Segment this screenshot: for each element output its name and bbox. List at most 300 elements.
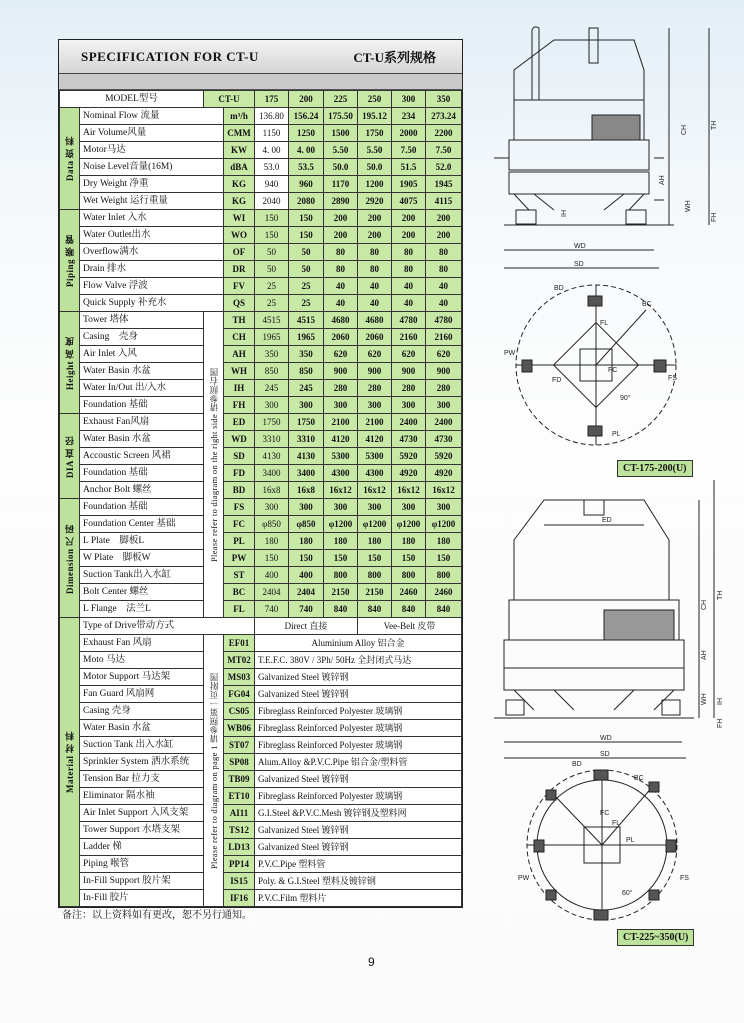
- row-value: 2150: [358, 584, 392, 601]
- svg-text:FS: FS: [668, 375, 677, 382]
- row-label: Quick Supply 补充水: [80, 295, 224, 312]
- row-spec: P.V.C.Film 塑料片: [255, 890, 462, 907]
- row-value: 2100: [324, 414, 358, 431]
- row-value: 80: [392, 244, 426, 261]
- row-value: 1905: [392, 176, 426, 193]
- row-value: 80: [324, 261, 358, 278]
- row-value: 3310: [289, 431, 324, 448]
- model-label: MODEL型号: [60, 91, 204, 108]
- row-value: 2080: [289, 193, 324, 210]
- diagram-badge-top: CT-175-200(U): [617, 460, 693, 477]
- row-code: ST07: [224, 737, 255, 754]
- footnote: 备注：以上资料如有更改，恕不另行通知。: [62, 910, 252, 921]
- svg-text:WD: WD: [600, 735, 612, 742]
- row-material: [60, 720, 462, 737]
- row-value: 4515: [289, 312, 324, 329]
- row-material: [60, 703, 462, 720]
- svg-text:AH: AH: [659, 175, 666, 185]
- row-code: AI11: [224, 805, 255, 822]
- model-value: 300: [392, 91, 426, 108]
- row-data: [60, 125, 462, 142]
- row-value: 2400: [426, 414, 462, 431]
- row-data: [60, 193, 462, 210]
- row-value: 900: [426, 363, 462, 380]
- row-label: Suction Tank出入水缸: [80, 567, 204, 584]
- row-value: 1500: [324, 125, 358, 142]
- row-value: 2000: [392, 125, 426, 142]
- row-value: 620: [392, 346, 426, 363]
- row-value: 25: [289, 278, 324, 295]
- row-value: 40: [324, 278, 358, 295]
- row-value: 4920: [392, 465, 426, 482]
- row-height: [60, 397, 462, 414]
- row-value: 300: [289, 397, 324, 414]
- row-spec: Galvanized Steel 镀锌钢: [255, 669, 462, 686]
- svg-text:SD: SD: [574, 261, 584, 268]
- row-value: 180: [289, 533, 324, 550]
- svg-text:BC: BC: [642, 301, 652, 308]
- row-value: 200: [392, 227, 426, 244]
- row-value: 7.50: [392, 142, 426, 159]
- row-label: Tension Bar 拉力支: [80, 771, 204, 788]
- row-spec: Aluminium Alloy 铝合金: [255, 635, 462, 652]
- row-value: 40: [392, 295, 426, 312]
- row-code: IS15: [224, 873, 255, 890]
- svg-text:WH: WH: [685, 200, 692, 212]
- row-value: 80: [324, 244, 358, 261]
- svg-text:FL: FL: [612, 820, 621, 827]
- svg-text:FL: FL: [600, 320, 609, 327]
- spec-title-en: SPECIFICATION FOR CT-U: [81, 48, 259, 64]
- row-height: [60, 329, 462, 346]
- svg-text:BD: BD: [572, 761, 582, 768]
- row-value: 300: [324, 397, 358, 414]
- row-code: SP08: [224, 754, 255, 771]
- row-piping: [60, 278, 462, 295]
- row-value: 180: [392, 533, 426, 550]
- row-value: 840: [358, 601, 392, 618]
- group-label-height: Height 高 度: [60, 312, 80, 414]
- group-label-piping: Piping 喉 管: [60, 210, 80, 312]
- row-value: 80: [426, 244, 462, 261]
- row-code: FD: [224, 465, 255, 482]
- svg-text:IH: IH: [561, 210, 568, 217]
- row-label: Water Basin 水盆: [80, 720, 204, 737]
- row-code: WB06: [224, 720, 255, 737]
- row-code: BC: [224, 584, 255, 601]
- row-code: IF16: [224, 890, 255, 907]
- row-label: Foundation 基础: [80, 499, 204, 516]
- row-code: SD: [224, 448, 255, 465]
- row-spec: Alum.Alloy &P.V.C.Pipe 铝合金/塑料管: [255, 754, 462, 771]
- row-value: 300: [426, 499, 462, 516]
- row-value: 4680: [358, 312, 392, 329]
- row-code: LD13: [224, 839, 255, 856]
- row-spec: Poly. & G.I.Steel 塑料及镀锌钢: [255, 873, 462, 890]
- row-value: 40: [358, 295, 392, 312]
- row-value: 40: [358, 278, 392, 295]
- row-label: Casing 壳身: [80, 703, 204, 720]
- row-label: W Plate 脚板W: [80, 550, 204, 567]
- row-value: 400: [255, 567, 289, 584]
- row-value: 136.80: [255, 108, 289, 125]
- row-dimension: [60, 499, 462, 516]
- drive-label: Type of Drive带动方式: [80, 618, 255, 635]
- row-label: Sprinkler System 洒水系统: [80, 754, 204, 771]
- row-value: 50: [255, 261, 289, 278]
- row-value: 2200: [426, 125, 462, 142]
- row-value: 300: [392, 499, 426, 516]
- row-value: 4515: [255, 312, 289, 329]
- row-dia: [60, 431, 462, 448]
- row-label: Foundation 基础: [80, 397, 204, 414]
- row-value: 4. 00: [289, 142, 324, 159]
- row-value: 156.24: [289, 108, 324, 125]
- diagram-badge-bottom: CT-225~350(U): [617, 929, 694, 946]
- row-value: 7.50: [426, 142, 462, 159]
- row-value: 300: [358, 397, 392, 414]
- row-label: Motor Support 马达架: [80, 669, 204, 686]
- row-value: 5300: [324, 448, 358, 465]
- row-value: φ1200: [324, 516, 358, 533]
- row-value: 200: [358, 210, 392, 227]
- row-value: 40: [324, 295, 358, 312]
- row-value: 620: [426, 346, 462, 363]
- row-code: CH: [224, 329, 255, 346]
- row-value: 1965: [255, 329, 289, 346]
- row-dimension: [60, 516, 462, 533]
- row-spec: Galvanized Steel 镀锌钢: [255, 686, 462, 703]
- row-code: WH: [224, 363, 255, 380]
- row-value: 2400: [392, 414, 426, 431]
- row-value: 5300: [358, 448, 392, 465]
- row-code: DR: [224, 261, 255, 278]
- row-dimension: [60, 533, 462, 550]
- row-data: [60, 159, 462, 176]
- tower-diagrams: [494, 0, 744, 960]
- row-value: 900: [392, 363, 426, 380]
- spec-header-gap: [59, 74, 462, 90]
- specification-table-panel: [58, 39, 463, 908]
- row-value: 2150: [324, 584, 358, 601]
- row-label: Anchor Bolt 螺丝: [80, 482, 204, 499]
- svg-text:SD: SD: [600, 751, 610, 758]
- row-code: FC: [224, 516, 255, 533]
- row-code: FH: [224, 397, 255, 414]
- row-piping: [60, 295, 462, 312]
- row-code: FS: [224, 499, 255, 516]
- row-value: 150: [426, 550, 462, 567]
- row-material: [60, 805, 462, 822]
- svg-text:FH: FH: [711, 212, 718, 222]
- note-page1: Please refer to diagram on page 1 请参照第一页附图: [204, 635, 224, 907]
- row-label: Suction Tank 出入水缸: [80, 737, 204, 754]
- row-code: BD: [224, 482, 255, 499]
- svg-text:CH: CH: [681, 124, 688, 135]
- row-value: 1750: [358, 125, 392, 142]
- model-code: CT-U: [204, 91, 255, 108]
- spec-title-cn: CT-U系列规格: [353, 50, 436, 65]
- row-code: OF: [224, 244, 255, 261]
- row-value: 16x8: [289, 482, 324, 499]
- row-value: 1945: [426, 176, 462, 193]
- row-value: 53.0: [255, 159, 289, 176]
- row-value: 200: [358, 227, 392, 244]
- svg-text:WH: WH: [701, 693, 708, 705]
- row-height: [60, 363, 462, 380]
- row-code: WI: [224, 210, 255, 227]
- svg-text:FS: FS: [680, 875, 689, 882]
- row-code: m³/h: [224, 108, 255, 125]
- row-value: 2404: [255, 584, 289, 601]
- row-value: 150: [289, 550, 324, 567]
- model-value: 250: [358, 91, 392, 108]
- row-spec: Fibreglass Reinforced Polyester 玻璃钢: [255, 788, 462, 805]
- row-code: MS03: [224, 669, 255, 686]
- row-value: 800: [358, 567, 392, 584]
- row-code: IH: [224, 380, 255, 397]
- row-value: 150: [358, 550, 392, 567]
- row-value: 2160: [426, 329, 462, 346]
- row-label: Water In/Out 出/入水: [80, 380, 204, 397]
- row-value: 1750: [289, 414, 324, 431]
- row-value: 4130: [289, 448, 324, 465]
- row-value: 25: [255, 295, 289, 312]
- row-dimension: [60, 601, 462, 618]
- row-code: dBA: [224, 159, 255, 176]
- group-label-data: Data 资 料: [60, 108, 80, 210]
- group-label-dimension: Dimension 尺 码: [60, 499, 80, 618]
- row-label: Moto 马达: [80, 652, 204, 669]
- model-value: 350: [426, 91, 462, 108]
- row-value: 50.0: [324, 159, 358, 176]
- row-dimension: [60, 550, 462, 567]
- row-value: 2040: [255, 193, 289, 210]
- svg-text:BD: BD: [554, 285, 564, 292]
- row-label: L Flange 法兰L: [80, 601, 204, 618]
- row-value: 40: [426, 278, 462, 295]
- row-value: 350: [289, 346, 324, 363]
- spec-table: [59, 90, 462, 907]
- row-label: Water Basin 水盆: [80, 431, 204, 448]
- row-code: ST: [224, 567, 255, 584]
- row-value: 1250: [289, 125, 324, 142]
- row-value: 1150: [255, 125, 289, 142]
- group-label-dia: DIA 直 径: [60, 414, 80, 499]
- row-height: [60, 380, 462, 397]
- row-value: 4120: [324, 431, 358, 448]
- row-value: 300: [358, 499, 392, 516]
- row-label: Water Outlet出水: [80, 227, 224, 244]
- row-value: 150: [255, 227, 289, 244]
- row-spec: Galvanized Steel 镀锌钢: [255, 822, 462, 839]
- row-value: 180: [426, 533, 462, 550]
- row-value: φ850: [289, 516, 324, 533]
- row-value: 4115: [426, 193, 462, 210]
- row-value: 52.0: [426, 159, 462, 176]
- row-label: Foundation 基础: [80, 465, 204, 482]
- row-label: Tower 塔体: [80, 312, 204, 329]
- row-value: 800: [324, 567, 358, 584]
- row-value: 80: [392, 261, 426, 278]
- row-code: TB09: [224, 771, 255, 788]
- row-label: Dry Weight 净重: [80, 176, 224, 193]
- row-data: [60, 108, 462, 125]
- row-value: 150: [255, 550, 289, 567]
- row-value: 5.50: [358, 142, 392, 159]
- svg-text:PL: PL: [612, 431, 621, 438]
- row-value: 4130: [255, 448, 289, 465]
- svg-text:90°: 90°: [620, 395, 631, 402]
- row-material: [60, 635, 462, 652]
- row-value: 40: [392, 278, 426, 295]
- row-value: 50: [289, 244, 324, 261]
- row-value: 3400: [289, 465, 324, 482]
- row-value: 195.12: [358, 108, 392, 125]
- row-dia: [60, 465, 462, 482]
- row-value: 620: [358, 346, 392, 363]
- row-value: 200: [324, 210, 358, 227]
- row-data: [60, 176, 462, 193]
- row-material: [60, 754, 462, 771]
- svg-text:PW: PW: [504, 350, 516, 357]
- row-value: 4780: [426, 312, 462, 329]
- row-value: 150: [392, 550, 426, 567]
- row-material: [60, 822, 462, 839]
- row-code: KG: [224, 176, 255, 193]
- row-value: 245: [255, 380, 289, 397]
- row-value: 2460: [426, 584, 462, 601]
- row-value: 180: [255, 533, 289, 550]
- row-value: 300: [255, 397, 289, 414]
- row-value: 25: [255, 278, 289, 295]
- row-value: 245: [289, 380, 324, 397]
- row-value: 4680: [324, 312, 358, 329]
- row-value: φ1200: [358, 516, 392, 533]
- row-value: 16x12: [426, 482, 462, 499]
- row-value: 2460: [392, 584, 426, 601]
- row-piping: [60, 210, 462, 227]
- row-code: TH: [224, 312, 255, 329]
- row-value: 840: [392, 601, 426, 618]
- row-value: 25: [289, 295, 324, 312]
- row-code: CS05: [224, 703, 255, 720]
- row-code: WD: [224, 431, 255, 448]
- row-code: PL: [224, 533, 255, 550]
- row-value: 180: [324, 533, 358, 550]
- row-spec: Galvanized Steel 镀锌钢: [255, 771, 462, 788]
- row-material: [60, 771, 462, 788]
- svg-text:FH: FH: [717, 718, 724, 728]
- row-label: Noise Level音量(16M): [80, 159, 224, 176]
- row-value: 273.24: [426, 108, 462, 125]
- row-code: FG04: [224, 686, 255, 703]
- row-spec: P.V.C.Pipe 塑料管: [255, 856, 462, 873]
- row-value: 1200: [358, 176, 392, 193]
- row-value: 4920: [426, 465, 462, 482]
- row-value: 740: [289, 601, 324, 618]
- row-code: ED: [224, 414, 255, 431]
- spec-header: [59, 40, 462, 74]
- row-code: KW: [224, 142, 255, 159]
- row-value: 800: [426, 567, 462, 584]
- row-label: Motor马达: [80, 142, 224, 159]
- group-label-material: Material 材 料: [60, 618, 80, 907]
- row-spec: Galvanized Steel 镀锌钢: [255, 839, 462, 856]
- row-dimension: [60, 584, 462, 601]
- row-value: 740: [255, 601, 289, 618]
- row-value: 900: [324, 363, 358, 380]
- row-value: 16x12: [358, 482, 392, 499]
- row-code: FV: [224, 278, 255, 295]
- row-value: φ1200: [392, 516, 426, 533]
- drive-direct: Direct 直接: [255, 618, 358, 635]
- row-label: Drain 排水: [80, 261, 224, 278]
- row-spec: G.I.Steel &P.V.C.Mesh 镀锌钢及塑料网: [255, 805, 462, 822]
- row-value: 2160: [392, 329, 426, 346]
- row-value: 2920: [358, 193, 392, 210]
- row-value: 4300: [358, 465, 392, 482]
- row-label: Piping 喉管: [80, 856, 204, 873]
- row-value: 150: [289, 210, 324, 227]
- row-drive: [60, 618, 462, 635]
- row-value: 50.0: [358, 159, 392, 176]
- row-label: Air Volume风量: [80, 125, 224, 142]
- row-dia: [60, 482, 462, 499]
- row-label: In-Fill 胶片: [80, 890, 204, 907]
- row-label: Eliminator 隔水袖: [80, 788, 204, 805]
- row-label: Water Inlet 入水: [80, 210, 224, 227]
- row-code: ET10: [224, 788, 255, 805]
- row-code: KG: [224, 193, 255, 210]
- elevation-drawing-small: [494, 27, 709, 268]
- row-spec: Fibreglass Reinforced Polyester 玻璃钢: [255, 737, 462, 754]
- row-value: 51.5: [392, 159, 426, 176]
- plan-drawing-large: [527, 770, 677, 920]
- row-material: [60, 788, 462, 805]
- svg-text:TH: TH: [717, 590, 724, 600]
- row-code: PP14: [224, 856, 255, 873]
- row-height: [60, 346, 462, 363]
- row-value: 350: [255, 346, 289, 363]
- row-value: 200: [426, 227, 462, 244]
- row-piping: [60, 244, 462, 261]
- row-value: 5920: [392, 448, 426, 465]
- row-value: 200: [392, 210, 426, 227]
- row-value: φ1200: [426, 516, 462, 533]
- row-value: 300: [255, 499, 289, 516]
- row-label: Wet Weight 运行重量: [80, 193, 224, 210]
- row-value: 16x12: [324, 482, 358, 499]
- row-value: 80: [426, 261, 462, 278]
- row-label: Air Inlet Support 入风支架: [80, 805, 204, 822]
- row-label: Ladder 梯: [80, 839, 204, 856]
- model-value: 200: [289, 91, 324, 108]
- row-value: 4120: [358, 431, 392, 448]
- row-label: Nominal Flow 流量: [80, 108, 224, 125]
- row-value: 4780: [392, 312, 426, 329]
- row-value: 80: [358, 261, 392, 278]
- row-value: 1965: [289, 329, 324, 346]
- row-value: 234: [392, 108, 426, 125]
- row-label: L Plate 脚板L: [80, 533, 204, 550]
- row-value: 850: [289, 363, 324, 380]
- row-dia: [60, 448, 462, 465]
- row-spec: Fibreglass Reinforced Polyester 玻璃钢: [255, 720, 462, 737]
- row-code: WO: [224, 227, 255, 244]
- row-label: Air Inlet 入风: [80, 346, 204, 363]
- drive-vbelt: Vee-Belt 皮带: [358, 618, 462, 635]
